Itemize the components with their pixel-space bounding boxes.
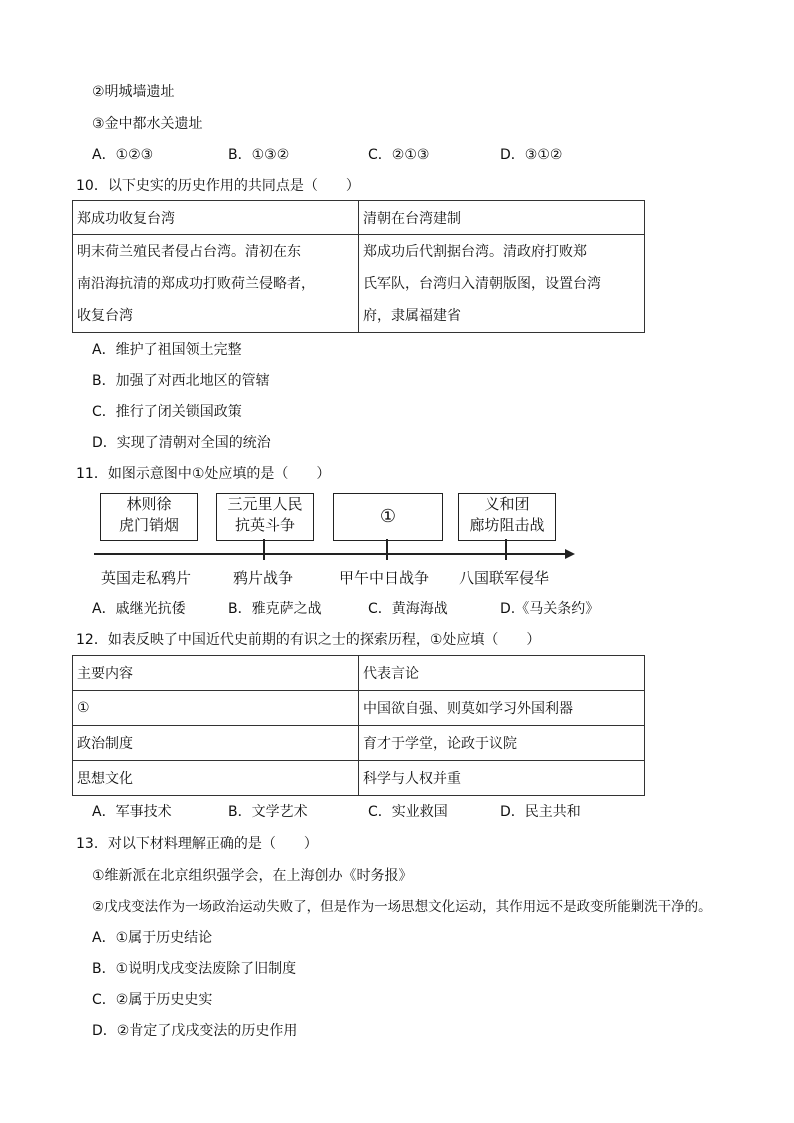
- q11-stem: 11．如图示意图中①处应填的是（ ）: [76, 466, 331, 482]
- q10-cell-2-line: 府，隶属福建省: [363, 307, 461, 324]
- q12-cell: 科学与人权并重: [359, 761, 645, 796]
- q13-material-2: ②戊戌变法作为一场政治运动失败了，但是作为一场思想文化运动，其作用远不是政变所能剿洗干净的。: [92, 899, 712, 915]
- q12-option-a[interactable]: A．军事技术: [92, 804, 172, 820]
- q10-option-b[interactable]: B．加强了对西北地区的管辖: [92, 373, 270, 389]
- q13-material-1: ①维新派在北京组织强学会，在上海创办《时务报》: [92, 868, 413, 884]
- q10-header-1: 郑成功收复台湾: [73, 201, 359, 235]
- timeline-box-text: 廊坊阻击战: [469, 516, 545, 534]
- q10-cell-1: [73, 235, 359, 333]
- q13-option-b[interactable]: B．①说明戊戌变法废除了旧制度: [92, 961, 297, 977]
- q10-cell-2-line: 郑成功后代割据台湾。清政府打败郑: [363, 243, 587, 260]
- timeline-box-boxer: [458, 493, 556, 541]
- q10-cell-2-line: 氏军队，台湾归入清朝版图，设置台湾: [363, 275, 601, 292]
- q10-table: [72, 200, 645, 333]
- q12-option-c[interactable]: C．实业救国: [368, 804, 448, 820]
- q12-cell: 中国欲自强、则莫如学习外国利器: [359, 691, 645, 726]
- q12-option-b[interactable]: B．文学艺术: [228, 804, 308, 820]
- timeline-arrow-icon: [565, 549, 575, 559]
- q9-option-c[interactable]: C．②①③: [368, 147, 430, 163]
- q12-header-content: 主要内容: [73, 656, 359, 691]
- timeline-label-opium-war: 鸦片战争: [233, 569, 294, 587]
- q9-item-2: ②明城墙遗址: [92, 84, 175, 100]
- q13-option-c[interactable]: C．②属于历史史实: [92, 992, 213, 1008]
- timeline-tick: [386, 553, 388, 560]
- q9-option-a[interactable]: A．①②③: [92, 147, 154, 163]
- timeline-label-eight-nation: 八国联军侵华: [459, 569, 550, 587]
- q12-cell: 育才于学堂，论政于议院: [359, 726, 645, 761]
- q13-stem: 13．对以下材料理解正确的是（ ）: [76, 836, 318, 852]
- q10-option-d[interactable]: D．实现了清朝对全国的统治: [92, 435, 271, 451]
- q10-option-c[interactable]: C．推行了闭关锁国政策: [92, 404, 242, 420]
- q12-table: [72, 655, 645, 796]
- q10-option-a[interactable]: A．维护了祖国领土完整: [92, 342, 242, 358]
- q12-header-quote: 代表言论: [359, 656, 645, 691]
- q9-option-b[interactable]: B．①③②: [228, 147, 290, 163]
- q12-stem: 12．如表反映了中国近代史前期的有识之士的探索历程，①处应填（ ）: [76, 632, 541, 648]
- q11-option-a[interactable]: A．戚继光抗倭: [92, 601, 186, 617]
- q9-item-3: ③金中都水关遗址: [92, 116, 203, 132]
- q10-cell-1-line: 收复台湾: [77, 307, 133, 324]
- q11-option-b[interactable]: B．雅克萨之战: [228, 601, 322, 617]
- timeline-tick: [505, 553, 507, 560]
- q13-option-d[interactable]: D．②肯定了戊戌变法的历史作用: [92, 1023, 298, 1039]
- timeline-box-text: ①: [379, 506, 397, 527]
- timeline-connector: [505, 539, 507, 554]
- timeline-connector: [386, 539, 388, 554]
- q10-stem: 10．以下史实的历史作用的共同点是（ ）: [76, 178, 360, 194]
- q10-cell-2: [359, 235, 645, 333]
- q12-cell: ①: [73, 691, 359, 726]
- timeline-box-blank: [333, 493, 443, 541]
- q9-option-d[interactable]: D．③①②: [500, 147, 563, 163]
- timeline-box-text: 林则徐: [126, 495, 172, 513]
- q12-cell: 思想文化: [73, 761, 359, 796]
- q13-option-a[interactable]: A．①属于历史结论: [92, 930, 213, 946]
- q10-cell-1-line: 南沿海抗清的郑成功打败荷兰侵略者，: [77, 275, 315, 292]
- timeline-axis: [94, 553, 566, 555]
- q10-header-2: 清朝在台湾建制: [359, 201, 645, 235]
- q11-option-d[interactable]: D.《马关条约》: [500, 601, 600, 617]
- timeline-connector: [263, 539, 265, 554]
- q11-option-c[interactable]: C．黄海海战: [368, 601, 448, 617]
- timeline-tick: [263, 553, 265, 560]
- timeline-box-text: 义和团: [484, 495, 530, 513]
- timeline-label-sino-japanese-war: 甲午中日战争: [339, 569, 430, 587]
- timeline-box-sanyuanli: [216, 493, 314, 541]
- q10-cell-1-line: 明末荷兰殖民者侵占台湾。清初在东: [77, 243, 301, 260]
- timeline-box-text: 抗英斗争: [234, 516, 295, 534]
- timeline-box-text: 虎门销烟: [118, 516, 179, 534]
- q12-option-d[interactable]: D．民主共和: [500, 804, 581, 820]
- timeline-box-text: 三元里人民: [227, 495, 303, 513]
- q12-cell: 政治制度: [73, 726, 359, 761]
- timeline-label-opium-smuggling: 英国走私鸦片: [101, 569, 192, 587]
- timeline-box-humen: [100, 493, 198, 541]
